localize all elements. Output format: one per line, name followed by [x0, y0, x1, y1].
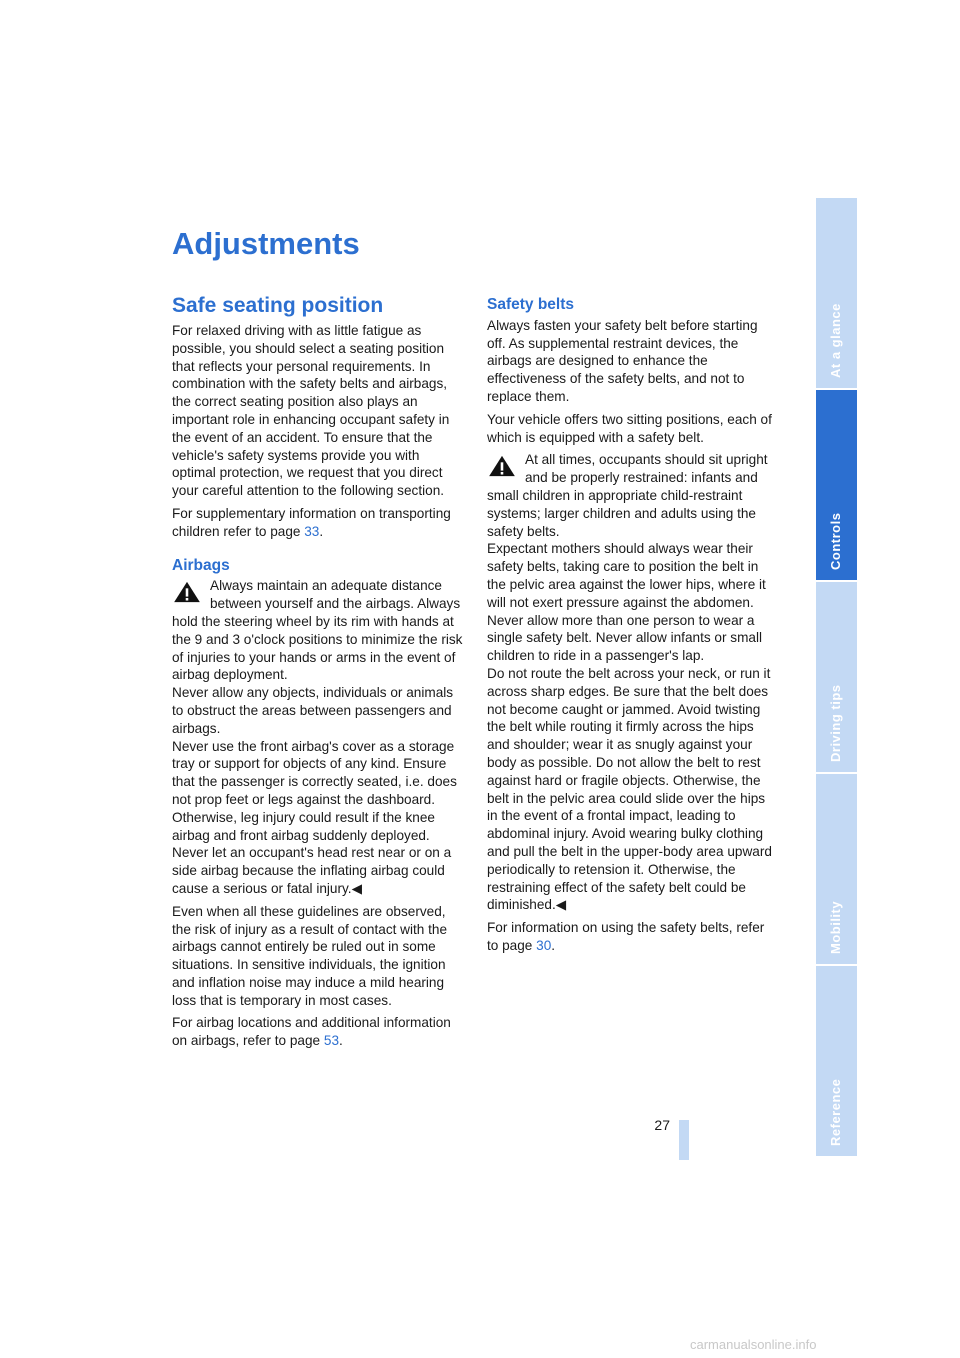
page-link-30[interactable]: 30 — [536, 937, 552, 953]
page-number-bar — [679, 1120, 689, 1160]
belts-ref-text: For information on using the safety belts, refer to page — [487, 920, 765, 953]
airbags-warning-line-4: Never let an occupant's head rest near or on a side airbag because the inflating airbag could cause a serious or fatal injury.◀ — [172, 845, 452, 896]
sidebar-tab-mobility[interactable] — [816, 774, 857, 964]
belts-paragraph-1: Always fasten your safety belt before starting off. As supplemental restraint devices, the airbags are designed to enhance the effectiveness of the safety belts, and not to replace them. — [487, 317, 758, 404]
supplementary-info — [172, 505, 464, 541]
period: . — [339, 1033, 343, 1049]
supplementary-text: For supplementary information on transporting children refer to page — [172, 505, 451, 539]
belts-warning-line-3: Never allow more than one person to wear a single safety belt. Never allow infants or small children to ride in a passenger's lap. — [487, 612, 763, 664]
belts-paragraph-2: Your vehicle offers two sitting positions, each of which is equipped with a safety belt. — [487, 411, 772, 445]
airbags-warning-line-3: Never use the front airbag's cover as a storage tray or support for objects of any kind. Ensure that the passenger is correctly seated, i.e. does not prop feet or legs against the dashboard. Otherwise, leg injury could result if the knee airbag and front airbag suddenly deployed. — [172, 738, 457, 843]
warning-triangle-icon — [487, 455, 517, 477]
belts-paragraph-3 — [487, 919, 779, 955]
chapter-sidebar — [816, 198, 857, 1158]
sidebar-tab-driving-tips[interactable] — [816, 582, 857, 772]
left-column — [172, 322, 464, 1055]
belts-warning-line-1: At all times, occupants should sit upright and be properly restrained: infants and small children in appropriate child-restraint systems; larger children and adults using the safety belts. — [487, 452, 768, 539]
safety-belts-heading: Safety belts — [487, 296, 575, 313]
belts-warning-line-4: Do not route the belt across your neck, or run it across sharp edges. Be sure that the belt does not become caught or jammed. Avoid twisting the belt while routing it firmly across the hips and shoulder; wear it as snugly against your body as possible. Do not allow the belt to rest against hard or fragile objects. Otherwise, the belt in the pelvic area could slide over the hips in the event of a frontal impact, leading to abdominal injury. Avoid wearing bulky clothing and pull the belt in the upper-body area upward periodically to retension it. Otherwise, the restraining effect of the safety belt could be diminished.◀ — [487, 665, 772, 913]
page-title: Adjustments — [172, 226, 360, 261]
right-column — [487, 296, 779, 960]
warning-triangle-icon — [172, 581, 202, 603]
period: . — [551, 937, 556, 953]
page-number: 27 — [654, 1117, 670, 1133]
airbags-paragraph-2: Even when all these guidelines are observed, the risk of injury as a result of contact with the airbags cannot entirely be ruled out in some situations. In sensitive individuals, the ignition and inflation noise may induce a mild hearing loss that is temporary in most cases. — [172, 903, 448, 1008]
intro-paragraph: For relaxed driving with as little fatigue as possible, you should select a seating position that reflects your personal requirements. In combination with the safety belts and airbags, the correct seating position also plays an important role in enhancing occupant safety in the event of an accident. To ensure that the vehicle's safety systems provide you with optimal protection, we request that you direct your careful attention to the following section. — [172, 323, 450, 499]
airbags-ref-text: For airbag locations and additional information on airbags, refer to page — [172, 1015, 451, 1049]
belts-warning — [487, 451, 779, 914]
page-link-53[interactable]: 53 — [323, 1033, 340, 1049]
belts-warning-line-2: Expectant mothers should always wear their safety belts, taking care to position the belt in the pelvic area against the lower hips, where it will not exert pressure against the abdomen. — [487, 541, 766, 610]
sidebar-tab-label: Reference — [827, 1078, 843, 1146]
airbags-warning — [172, 577, 464, 897]
page-link-33[interactable]: 33 — [304, 523, 320, 539]
sidebar-tab-controls[interactable] — [816, 390, 857, 580]
sidebar-tab-label: Controls — [827, 512, 843, 570]
sidebar-tab-label: Driving tips — [827, 684, 843, 762]
airbags-paragraph-3 — [172, 1014, 464, 1050]
airbags-warning-line-2: Never allow any objects, individuals or animals to obstruct the areas between passengers and airbags. — [172, 685, 454, 736]
sidebar-tab-label: Mobility — [827, 900, 843, 954]
airbags-heading: Airbags — [172, 556, 230, 574]
airbags-warning-line-1: Always maintain an adequate distance between yourself and the airbags. Always hold the steering wheel by its rim with hands at the 9 and 3 o'clock positions to minimize the risk of injuries to your hands or arms in the event of airbag deployment. — [172, 578, 463, 683]
section-heading-safe-seating: Safe seating position — [172, 294, 384, 317]
period: . — [319, 523, 324, 539]
sidebar-tab-at-a-glance[interactable] — [816, 198, 857, 388]
sidebar-tab-reference[interactable] — [816, 966, 857, 1156]
sidebar-tab-label: At a glance — [827, 303, 843, 378]
footer-watermark: carmanualsonline.info — [690, 1337, 817, 1352]
